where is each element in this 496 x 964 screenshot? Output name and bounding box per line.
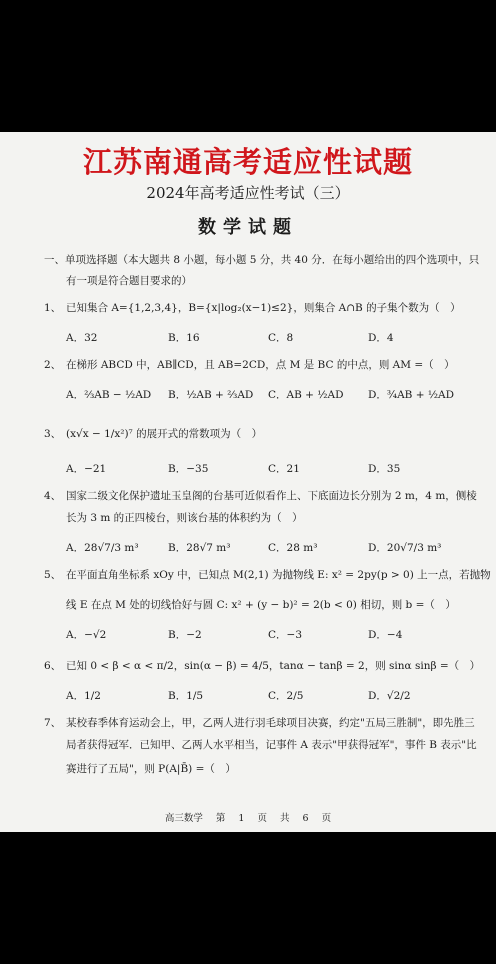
q4-option-c: C．28 m³: [268, 542, 318, 554]
q3-option-b: B．−35: [168, 463, 209, 475]
q1-text: 已知集合 A={1,2,3,4}，B={x|log₂(x−1)≤2}，则集合 A∩B 的子集个数为（ ）: [66, 302, 461, 314]
q5-text-line-1: 在平面直角坐标系 xOy 中，已知点 M(2,1) 为抛物线 E: x² = 2py(p > 0) 上一点，若抛物: [66, 569, 491, 581]
q4-number: 4、: [44, 490, 62, 502]
q3-number: 3、: [44, 428, 62, 440]
q6-option-d: D．√2/2: [368, 690, 411, 702]
q6-option-b: B．1/5: [168, 690, 204, 702]
q1-option-b: B．16: [168, 332, 200, 344]
q6-number: 6、: [44, 660, 62, 672]
q3-option-a: A．−21: [66, 463, 107, 475]
footer-course: 高三数学: [164, 813, 203, 824]
q4-option-a: A．28√7/3 m³: [66, 542, 139, 554]
q2-option-d: D．¾AB + ½AD: [368, 389, 455, 401]
footer-total: 共 6 页: [280, 813, 332, 824]
q5-option-d: D．−4: [368, 629, 403, 641]
q3-text: (x√x − 1/x²)⁷ 的展开式的常数项为（ ）: [66, 428, 263, 440]
q5-option-c: C．−3: [268, 629, 303, 641]
q2-option-b: B．½AB + ⅔AD: [168, 389, 254, 401]
q6-option-c: C．2/5: [268, 690, 304, 702]
q7-text-line-2: 局者获得冠军．已知甲、乙两人水平相当，记事件 A 表示"甲获得冠军"，事件 B 表示"比: [66, 739, 477, 751]
q4-text-line-2: 长为 3 m 的正四棱台，则该台基的体积约为（ ）: [66, 512, 303, 524]
q5-option-b: B．−2: [168, 629, 202, 641]
exam-paper: [0, 132, 496, 832]
q2-text: 在梯形 ABCD 中，AB∥CD，且 AB=2CD，点 M 是 BC 的中点，则 AM =（ ）: [66, 359, 455, 371]
q7-text-line-3: 赛进行了五局"，则 P(A|B̄) =（ ）: [66, 763, 236, 775]
exam-name: 数学试题: [198, 217, 298, 238]
section-heading-line-2: 有一项是符合题目要求的）: [66, 275, 192, 287]
q6-text: 已知 0 < β < α < π/2，sin(α − β) = 4/5，tanα − tanβ = 2，则 sinα sinβ =（ ）: [66, 660, 481, 672]
q3-option-c: C．21: [268, 463, 300, 475]
q2-number: 2、: [44, 359, 62, 371]
q1-option-d: D．4: [368, 332, 394, 344]
q5-text-line-2: 线 E 在点 M 处的切线恰好与圆 C: x² + (y − b)² = 2(b < 0) 相切，则 b =（ ）: [66, 599, 456, 611]
q4-option-b: B．28√7 m³: [168, 542, 231, 554]
q1-number: 1、: [44, 302, 62, 314]
q6-option-a: A．1/2: [66, 690, 101, 702]
q7-number: 7、: [44, 717, 62, 729]
exam-subtitle: 2024年高考适应性考试（三）: [146, 184, 350, 202]
q1-option-c: C．8: [268, 332, 294, 344]
q5-option-a: A．−√2: [66, 629, 107, 641]
section-heading-line-1: 一、单项选择题（本大题共 8 小题，每小题 5 分，共 40 分．在每小题给出的四个选项中，只: [44, 254, 480, 266]
q4-option-d: D．20√7/3 m³: [368, 542, 442, 554]
q5-number: 5、: [44, 569, 62, 581]
q4-text-line-1: 国家二级文化保护遗址玉皇阁的台基可近似看作上、下底面边长分别为 2 m，4 m，侧棱: [66, 490, 477, 502]
q3-option-d: D．35: [368, 463, 401, 475]
q2-option-a: A．⅔AB − ½AD: [66, 389, 152, 401]
q7-text-line-1: 某校春季体育运动会上，甲，乙两人进行羽毛球项目决赛，约定"五局三胜制"，即先胜三: [66, 717, 475, 729]
document-title: 江苏南通高考适应性试题: [82, 145, 413, 179]
q1-option-a: A．32: [66, 332, 98, 344]
footer-page: 第 1 页: [215, 813, 267, 824]
page-footer: [0, 810, 496, 824]
q2-option-c: C．AB + ½AD: [268, 389, 344, 401]
